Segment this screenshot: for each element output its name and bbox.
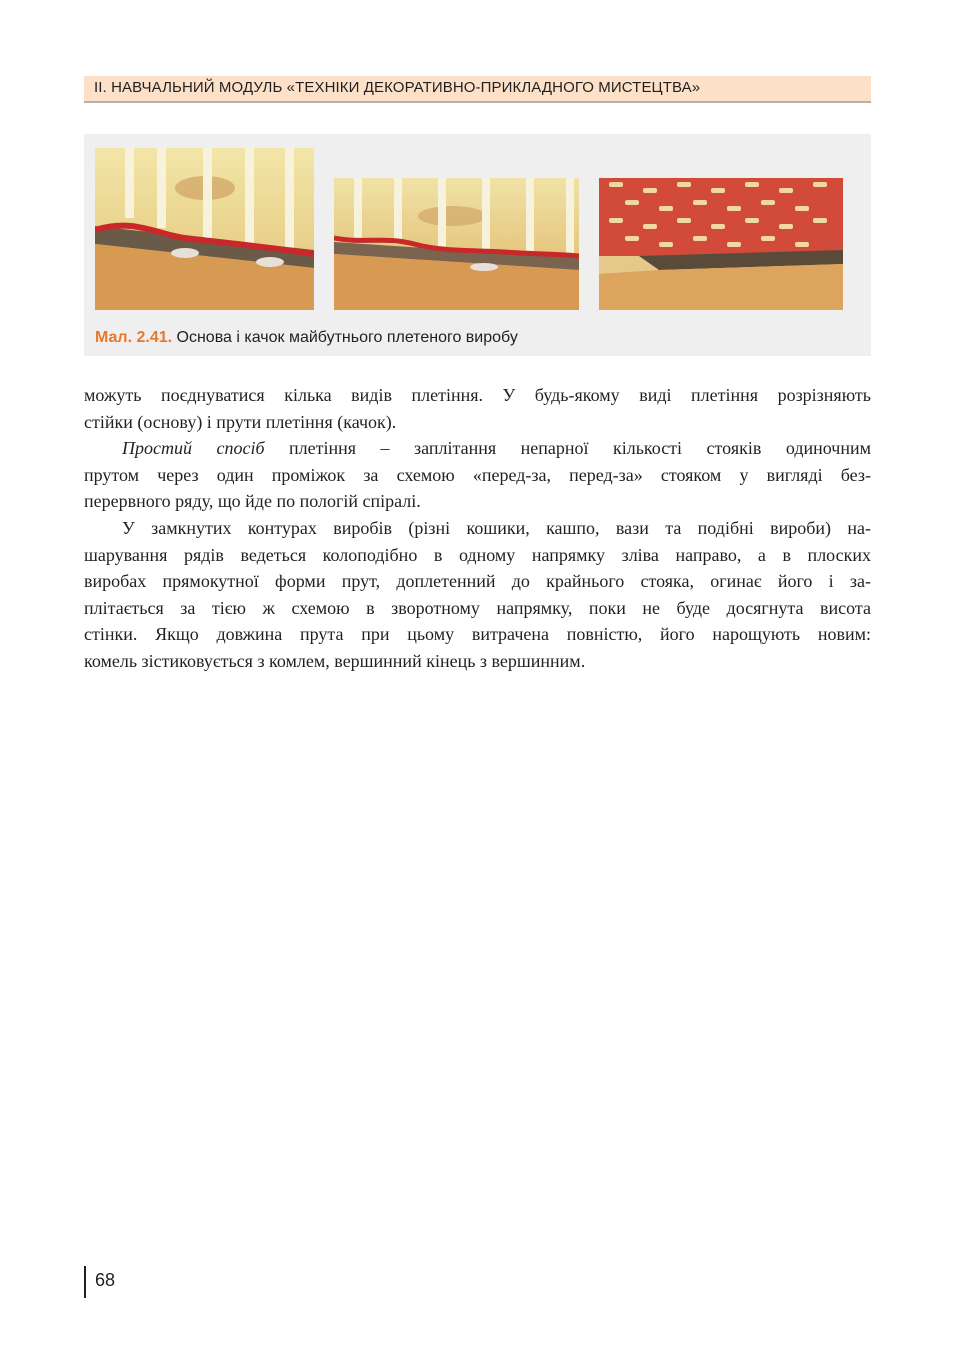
text-line: плітається за тією ж схемою в зворотному напрямку, поки не буде досягнута висота	[84, 597, 871, 618]
text-line: прутом через один проміжок за схемою «перед-за, перед-за» стояком у вигляді без-	[84, 464, 871, 485]
text-line: виробах прямокутної форми прут, доплетенний до крайнього стояка, огинає його і за-	[84, 571, 871, 592]
text-line: стійки (основу) і прути плетіння (качок).	[84, 411, 397, 432]
running-header	[84, 76, 871, 103]
photo-woven-wall	[599, 178, 843, 310]
figure-caption-text: Основа і качок майбутнього плетеного виробу	[176, 329, 518, 346]
text-line: можуть поєднуватися кілька видів плетіння. У будь-якому виді плетіння розрізняють	[84, 385, 871, 405]
text-line: шарування рядів ведеться колоподібно в одному напрямку зліва направо, а в плоских	[84, 544, 871, 565]
text-line: стінки. Якщо довжина прута при цьому витрачена повністю, його нарощують новим:	[84, 624, 871, 645]
text-line: У замкнутих контурах виробів (різні кошики, кашпо, вази та подібні вироби) на-	[122, 517, 871, 538]
figure-caption	[95, 329, 518, 347]
paragraph-1	[84, 382, 871, 435]
text-line	[84, 435, 871, 462]
photo-weaving-start	[95, 148, 314, 310]
body-text	[84, 382, 871, 675]
page-number: 68	[95, 1270, 116, 1290]
paragraph-2	[84, 435, 871, 515]
text-run: плетіння – заплітання непарної кількості стояків одиночним	[264, 438, 871, 459]
running-header-title: ІІ. НАВЧАЛЬНИЙ МОДУЛЬ «ТЕХНІКИ ДЕКОРАТИВНО-ПРИКЛАДНОГО МИСТЕЦТВА»	[94, 79, 701, 96]
text-line: комель зістиковується з комлем, вершинний кінець з вершинним.	[84, 650, 586, 671]
page-number-rule	[84, 1266, 86, 1298]
figure-label: Мал. 2.41.	[95, 329, 173, 346]
figure-panel	[84, 134, 871, 356]
text-line: перервного ряду, що йде по пологій спіралі.	[84, 491, 421, 512]
italic-term: Простий спосіб	[122, 438, 265, 459]
paragraph-3	[84, 515, 871, 675]
photo-weaving-first-row	[334, 178, 579, 310]
